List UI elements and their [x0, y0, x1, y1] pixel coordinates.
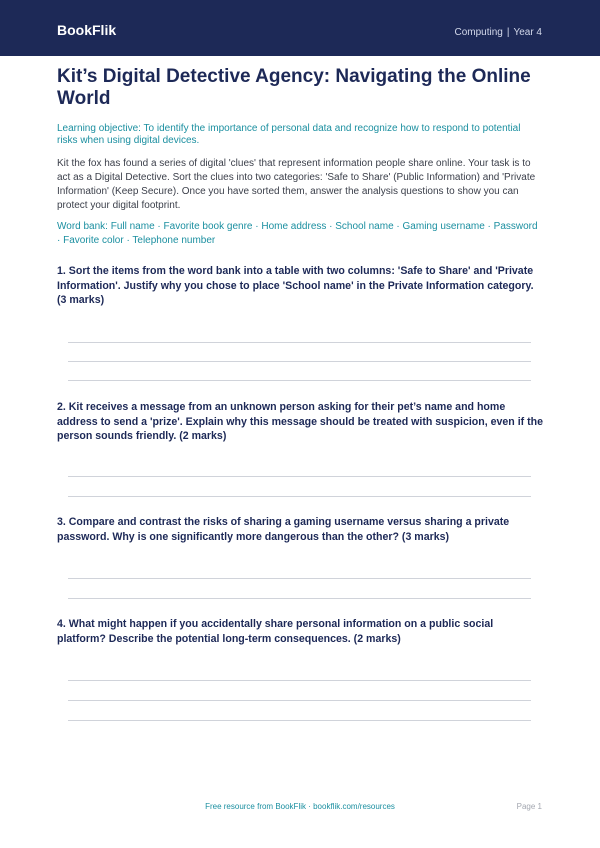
question-1: 1. Sort the items from the word bank into a table with two columns: 'Safe to Share' and 'Private Information'. Justify why you chose to place 'School name' in the Private Information category. (3 marks): [57, 265, 534, 306]
separator: |: [506, 27, 510, 38]
answer-line[interactable]: [68, 680, 531, 681]
year-label: Year 4: [513, 27, 542, 38]
footer-text: Free resource from BookFlik · bookflik.com/resources: [205, 802, 395, 811]
answer-line[interactable]: [68, 342, 531, 343]
subject-year-label: [454, 27, 542, 38]
answer-line[interactable]: [68, 496, 531, 497]
page-number: Page 1: [516, 802, 542, 811]
answer-line[interactable]: [68, 380, 531, 381]
question-3: 3. Compare and contrast the risks of sharing a gaming username versus sharing a private password. Why is one significantly more dangerous than the other? (3 marks): [57, 516, 510, 543]
answer-line[interactable]: [68, 476, 531, 477]
brand-logo: BookFlik: [57, 22, 117, 38]
intro-paragraph: Kit the fox has found a series of digital 'clues' that represent information people share online. Your task is to act as a Digital Detective. Sort the clues into two categories: 'Safe to Share' (Public Information) and 'Private Information' (Keep Secure). Once you have sorted them, answer the analysis questions to show you can protect your digital footprint.: [57, 158, 536, 211]
header-bar: [0, 0, 600, 56]
question-2: 2. Kit receives a message from an unknown person asking for their pet’s name and home address to send a 'prize'. Explain why this message should be treated with suspicion, even if the person sounds friendly. (2 marks): [57, 401, 543, 442]
page-title: Kit’s Digital Detective Agency: Navigating the Online World: [57, 66, 531, 109]
answer-line[interactable]: [68, 720, 531, 721]
answer-line[interactable]: [68, 361, 531, 362]
answer-line[interactable]: [68, 598, 531, 599]
subject-label: Computing: [454, 27, 503, 38]
learning-objective: Learning objective: To identify the importance of personal data and recognize how to respond to potential risks when using digital devices.: [57, 123, 521, 146]
word-bank: Word bank: Full name · Favorite book genre · Home address · School name · Gaming username · Password · Favorite color · Telephone number: [57, 221, 538, 246]
question-4: 4. What might happen if you accidentally share personal information on a public social platform? Describe the potential long-term consequences. (2 marks): [57, 618, 494, 645]
answer-line[interactable]: [68, 578, 531, 579]
answer-line[interactable]: [68, 700, 531, 701]
